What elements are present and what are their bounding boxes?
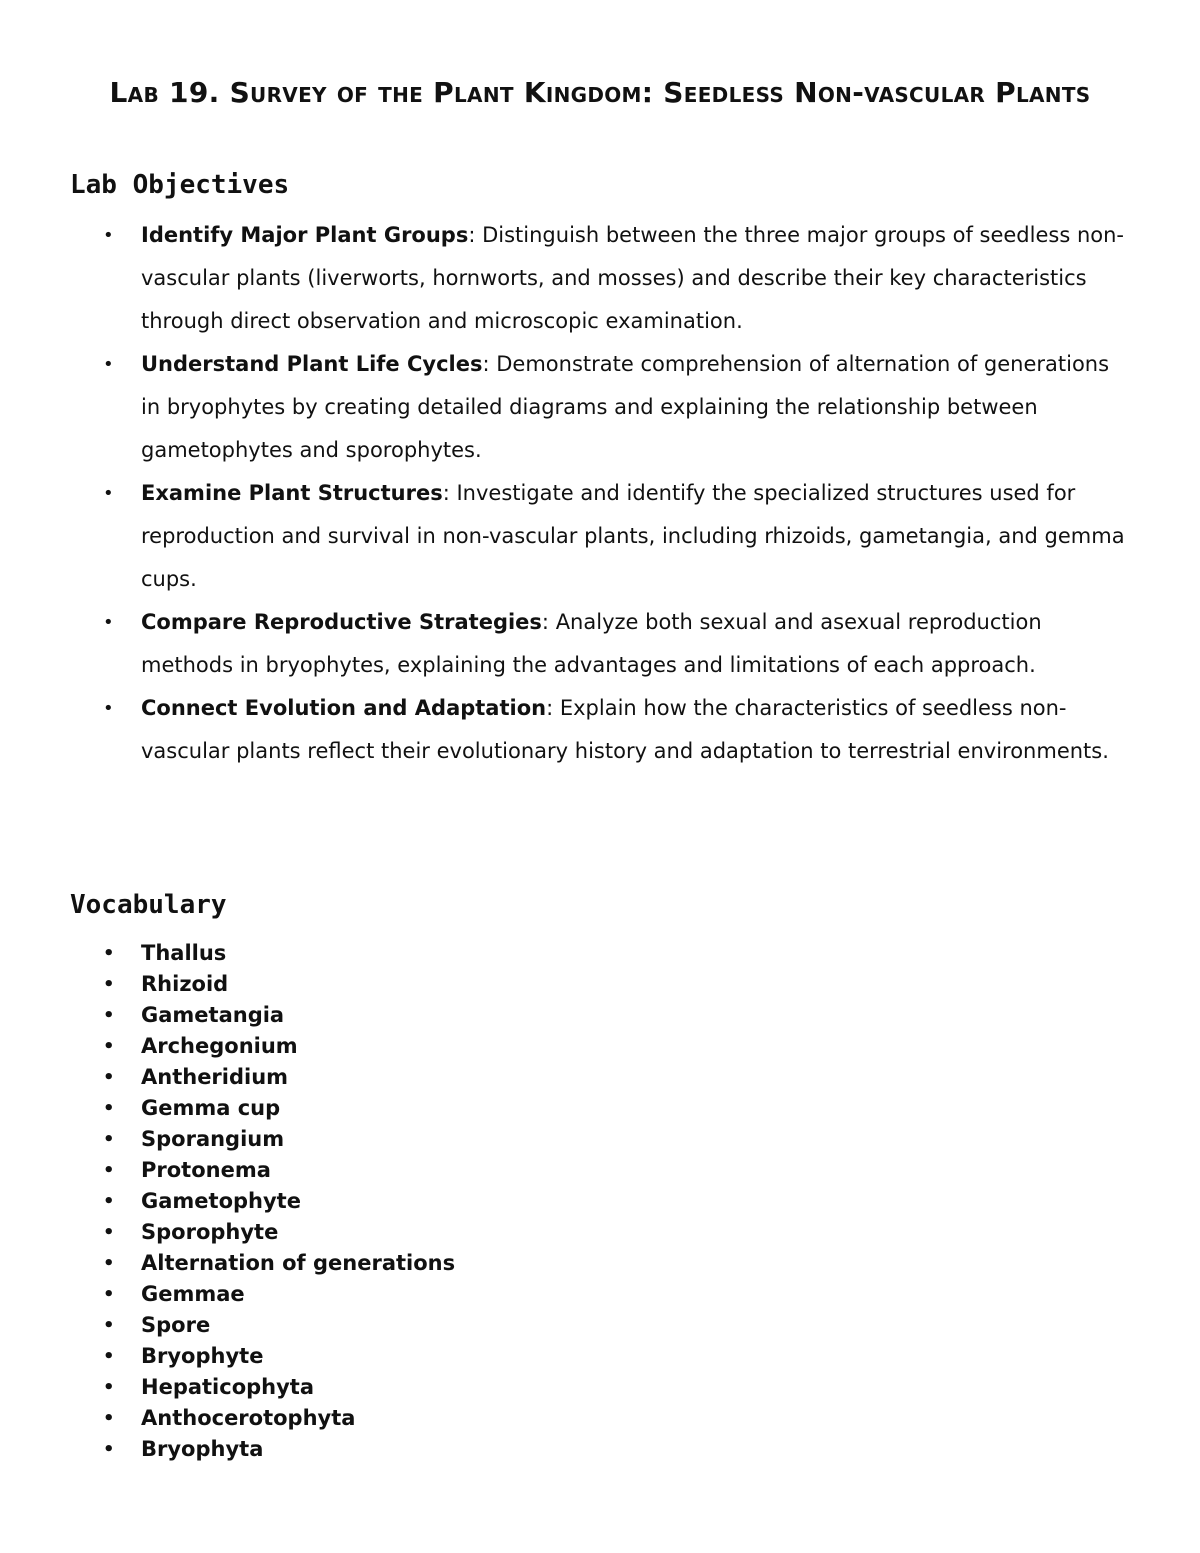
vocabulary-term: Bryophyte xyxy=(141,1344,264,1368)
bullet-icon: • xyxy=(103,1284,115,1305)
bullet-icon: • xyxy=(103,1315,115,1336)
bullet-icon: • xyxy=(103,698,114,719)
bullet-icon: • xyxy=(103,1191,115,1212)
bullet-icon: • xyxy=(103,943,115,964)
objective-term: Examine Plant Structures xyxy=(141,481,443,505)
bullet-icon: • xyxy=(103,612,114,633)
vocabulary-item xyxy=(0,1217,455,1248)
vocabulary-term: Bryophyta xyxy=(141,1437,264,1461)
objectives-list xyxy=(0,214,1200,773)
objective-item xyxy=(0,472,1200,601)
vocabulary-item xyxy=(0,1310,455,1341)
bullet-icon: • xyxy=(103,354,114,375)
bullet-icon: • xyxy=(103,483,114,504)
vocabulary-item xyxy=(0,1155,455,1186)
objective-separator: : xyxy=(541,610,556,634)
bullet-icon: • xyxy=(103,1439,115,1460)
vocabulary-heading: Vocabulary xyxy=(70,890,227,920)
bullet-icon: • xyxy=(103,1036,115,1057)
bullet-icon: • xyxy=(103,1067,115,1088)
vocabulary-item xyxy=(0,1248,455,1279)
objective-text: Analyze both sexual and asexual reproduction methods in bryophytes, explaining the advantages and limitations of each approach. xyxy=(141,610,1042,677)
vocabulary-term: Anthocerotophyta xyxy=(141,1406,356,1430)
objective-text: Distinguish between the three major groups of seedless non-vascular plants (liverworts, hornworts, and mosses) and describe their key characteristics through direct observation and microscopic examination. xyxy=(141,223,1124,333)
vocabulary-term: Antheridium xyxy=(141,1065,289,1089)
vocabulary-item xyxy=(0,1434,455,1465)
bullet-icon: • xyxy=(103,225,114,246)
vocabulary-list xyxy=(0,938,455,1465)
vocabulary-item xyxy=(0,1000,455,1031)
vocabulary-item xyxy=(0,1372,455,1403)
objective-separator: : xyxy=(468,223,483,247)
page-title: Lab 19. Survey of the Plant Kingdom: Seedless Non-vascular Plants xyxy=(109,76,1091,109)
objective-item xyxy=(0,687,1200,773)
vocabulary-term: Alternation of generations xyxy=(141,1251,456,1275)
vocabulary-term: Archegonium xyxy=(141,1034,298,1058)
objective-item xyxy=(0,601,1200,687)
vocabulary-term: Sporangium xyxy=(141,1127,285,1151)
bullet-icon: • xyxy=(103,1129,115,1150)
objective-term: Understand Plant Life Cycles xyxy=(141,352,483,376)
objective-text: Investigate and identify the specialized structures used for reproduction and survival in non-vascular plants, including rhizoids, gametangia, and gemma cups. xyxy=(141,481,1125,591)
bullet-icon: • xyxy=(103,1408,115,1429)
vocabulary-item xyxy=(0,1062,455,1093)
objective-separator: : xyxy=(482,352,497,376)
vocabulary-term: Rhizoid xyxy=(141,972,229,996)
vocabulary-item xyxy=(0,1093,455,1124)
objectives-heading: Lab Objectives xyxy=(70,170,290,200)
vocabulary-item xyxy=(0,969,455,1000)
objective-term: Identify Major Plant Groups xyxy=(141,223,469,247)
vocabulary-term: Thallus xyxy=(141,941,227,965)
bullet-icon: • xyxy=(103,1377,115,1398)
vocabulary-term: Protonema xyxy=(141,1158,271,1182)
objective-term: Connect Evolution and Adaptation xyxy=(141,696,547,720)
bullet-icon: • xyxy=(103,1160,115,1181)
vocabulary-term: Gemmae xyxy=(141,1282,245,1306)
vocabulary-item xyxy=(0,1341,455,1372)
vocabulary-item xyxy=(0,1124,455,1155)
objective-separator: : xyxy=(546,696,560,720)
vocabulary-item xyxy=(0,938,455,969)
bullet-icon: • xyxy=(103,1253,115,1274)
vocabulary-term: Gametophyte xyxy=(141,1189,301,1213)
vocabulary-item xyxy=(0,1403,455,1434)
objective-item xyxy=(0,343,1200,472)
vocabulary-term: Gemma cup xyxy=(141,1096,281,1120)
objective-text: Demonstrate comprehension of alternation of generations in bryophytes by creating detailed diagrams and explaining the relationship between gametophytes and sporophytes. xyxy=(141,352,1110,462)
vocabulary-term: Spore xyxy=(141,1313,211,1337)
vocabulary-item xyxy=(0,1031,455,1062)
vocabulary-item xyxy=(0,1279,455,1310)
objective-term: Compare Reproductive Strategies xyxy=(141,610,542,634)
objective-item xyxy=(0,214,1200,343)
bullet-icon: • xyxy=(103,1222,115,1243)
bullet-icon: • xyxy=(103,974,115,995)
bullet-icon: • xyxy=(103,1005,115,1026)
vocabulary-term: Hepaticophyta xyxy=(141,1375,315,1399)
objective-text: Explain how the characteristics of seedless non-vascular plants reflect their evolutionary history and adaptation to terrestrial environments. xyxy=(141,696,1109,763)
bullet-icon: • xyxy=(103,1346,115,1367)
vocabulary-item xyxy=(0,1186,455,1217)
vocabulary-term: Gametangia xyxy=(141,1003,285,1027)
objective-separator: : xyxy=(442,481,457,505)
vocabulary-term: Sporophyte xyxy=(141,1220,279,1244)
bullet-icon: • xyxy=(103,1098,115,1119)
